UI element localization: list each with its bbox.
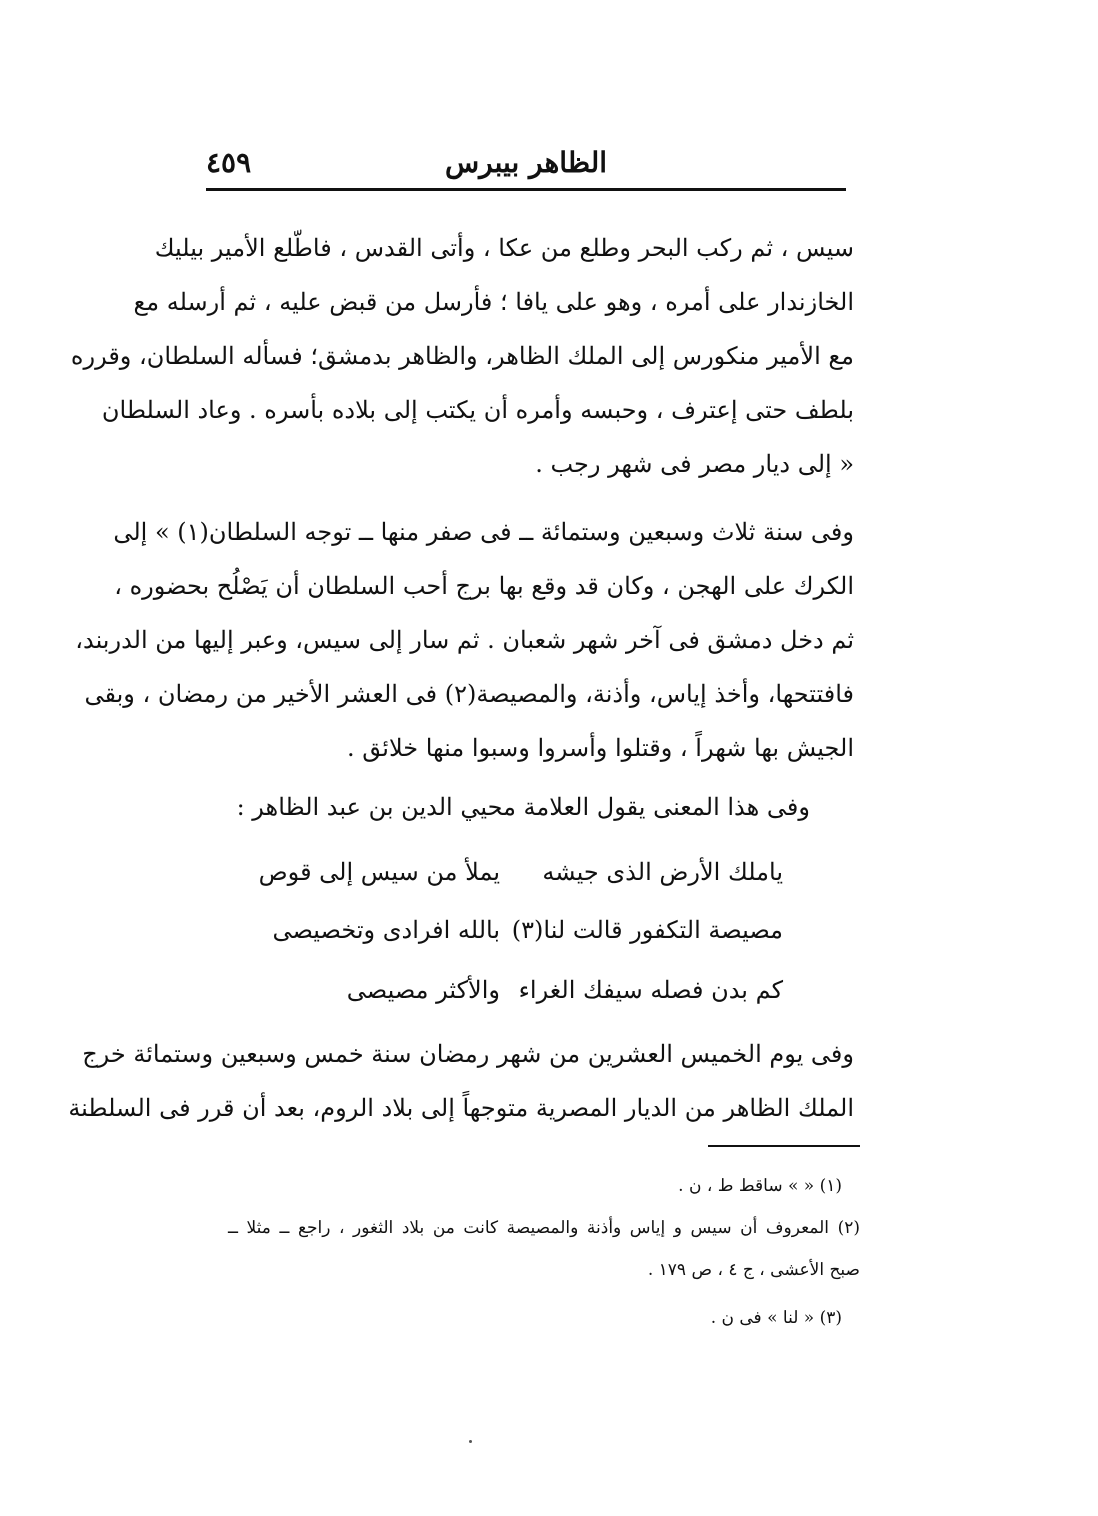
text-line: مع الأمير منكورس إلى الملك الظاهر، والظاهر بدمشق؛ فسأله السلطان، وقرره (70, 342, 854, 370)
poem-hemistich-first: مصيصة التكفور قالت لنا(٣) (511, 916, 783, 944)
text-line: الملك الظاهر من الديار المصرية متوجهاً إلى بلاد الروم، بعد أن قرر فى السلطنة (68, 1094, 854, 1122)
page-number: ٤٥٩ (206, 146, 252, 179)
text-line: وفى سنة ثلاث وسبعين وستمائة ــ فى صفر منها ــ توجه السلطان(١) » إلى (113, 518, 854, 546)
text-line: ثم دخل دمشق فى آخر شهر شعبان . ثم سار إلى سيس، وعبر إليها من الدربند، (75, 626, 854, 654)
text-line: الكرك على الهجن ، وكان قد وقع بها برج أحب السلطان أن يَصْلُح بحضوره ، (114, 572, 854, 600)
page-speck (469, 1440, 472, 1443)
footnote-2-line-1: (٢) المعروف أن سيس و إياس وأذنة والمصيصة كانت من بلاد الثغور ، راجع ــ مثلا ــ (228, 1218, 860, 1238)
poem-hemistich-second: والأكثر مصيصى (346, 976, 500, 1004)
text-line: الخازندار على أمره ، وهو على يافا ؛ فأرسل من قبض عليه ، ثم أرسله مع (133, 288, 854, 316)
text-line: وفى يوم الخميس العشرين من شهر رمضان سنة خمس وسبعين وستمائة خرج (82, 1040, 854, 1068)
text-line: سيس ، ثم ركب البحر وطلع من عكا ، وأتى القدس ، فاطّلع الأمير بيليك (154, 234, 854, 262)
poem-hemistich-first: ياملك الأرض الذى جيشه (542, 858, 783, 886)
footnote-2-line-2: صبح الأعشى ، ج ٤ ، ص ١٧٩ . (647, 1260, 860, 1280)
text-line: فافتتحها، وأخذ إياس، وأذنة، والمصيصة(٢) فى العشر الأخير من رمضان ، وبقى (84, 680, 854, 708)
poem-hemistich-second: بالله افرادى وتخصيصى (272, 916, 500, 944)
text-line: بلطف حتى إعترف ، وحبسه وأمره أن يكتب إلى بلاده بأسره . وعاد السلطان (101, 396, 854, 424)
footnote-divider (708, 1145, 860, 1147)
closing-text (68, 0, 854, 1140)
poem-hemistich-first: كم بدن فصله سيفك الغراء (518, 976, 783, 1004)
text-line: « إلى ديار مصر فى شهر رجب . (535, 450, 854, 478)
footnote-3: (٣) « لنا » فى ن . (710, 1308, 842, 1328)
poem-hemistich-second: يملأ من سيس إلى قوص (258, 858, 500, 886)
poem-intro: وفى هذا المعنى يقول العلامة محيي الدين بن عبد الظاهر : (236, 793, 810, 821)
footnote-1: (١) « » ساقط ط ، ن . (678, 1176, 842, 1196)
text-line: الجيش بها شهراً ، وقتلوا وأسروا وسبوا منها خلائق . (347, 734, 854, 762)
running-title: الظاهر بيبرس (444, 146, 608, 179)
